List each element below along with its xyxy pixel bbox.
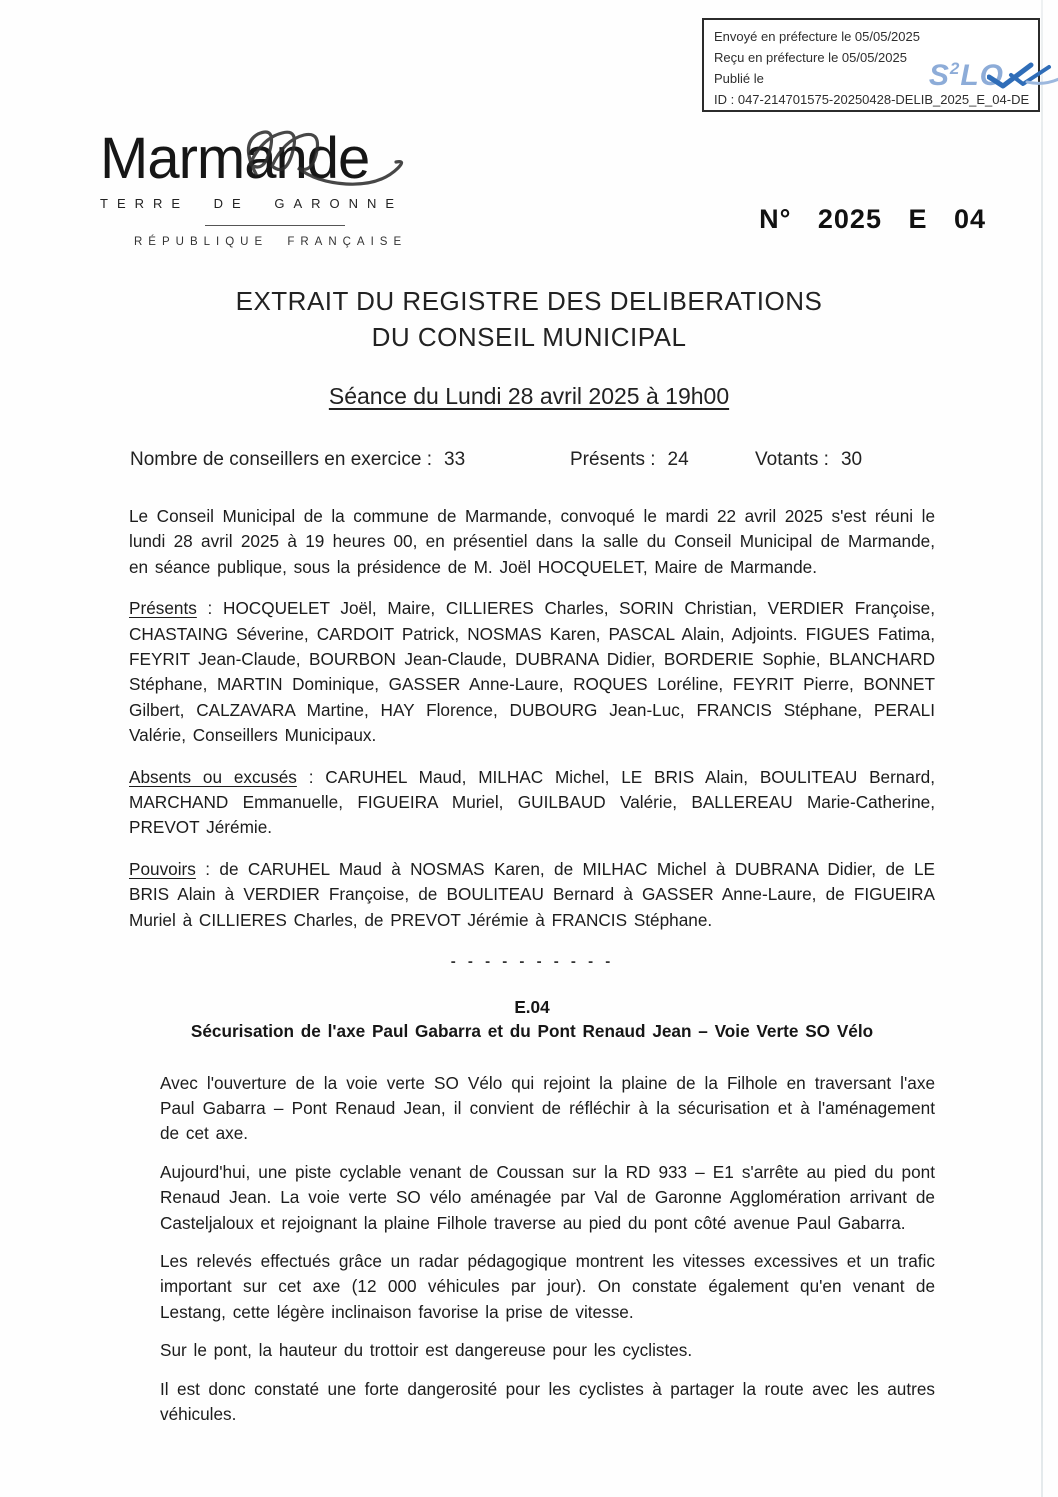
- s2lo-logo: [929, 54, 1004, 91]
- section-body: [129, 1071, 935, 1428]
- body-paragraph-4: Sur le pont, la hauteur du trottoir est dangereuse pour les cyclistes.: [160, 1340, 693, 1361]
- stat-votants: [755, 449, 862, 471]
- stat-exercice-label: Nombre de conseillers en exercice :: [130, 449, 433, 470]
- presents-paragraph: [129, 596, 935, 748]
- brand-divider: [205, 225, 345, 226]
- scan-edge-artifact: [1041, 0, 1043, 1497]
- stat-exercice: [130, 449, 465, 471]
- pouvoirs-label: Pouvoirs: [129, 858, 196, 879]
- intro-paragraph: Le Conseil Municipal de la commune de Marmande, convoqué le mardi 22 avril 2025 s'est réuni le lundi 28 avril 2025 à 19 heures 00, en présentiel dans la salle du Conseil Municipal de Marmande, en séance publique, sous la présidence de M. Joël HOCQUELET, Maire de Marmande.: [129, 506, 935, 577]
- city-tagline: TERRE DE GARONNE: [100, 196, 404, 211]
- session-date-text: Séance du Lundi 28 avril 2025 à 19h00: [328, 383, 730, 409]
- stat-presents-value: 24: [667, 449, 689, 470]
- absents-paragraph: [129, 765, 935, 841]
- stamp-sent-line: Envoyé en préfecture le 05/05/2025: [714, 29, 920, 44]
- bird-swoosh-icon: [987, 60, 1058, 92]
- republique-label: RÉPUBLIQUE FRANÇAISE: [134, 236, 408, 248]
- stat-presents: [570, 449, 689, 471]
- prefecture-stamp: [702, 18, 1040, 112]
- stat-votants-value: 30: [840, 449, 863, 470]
- presents-label: Présents: [129, 598, 197, 619]
- dashed-separator: - - - - - - - - - -: [450, 953, 614, 971]
- document-title: [64, 283, 994, 355]
- section-heading: [129, 995, 935, 1043]
- session-date: [64, 383, 994, 410]
- stat-exercice-value: 33: [444, 449, 466, 470]
- stat-votants-label: Votants :: [755, 449, 829, 470]
- city-wordmark-text: Marmande: [100, 126, 370, 191]
- body-paragraph-5: Il est donc constaté une forte dangerosité pour les cyclistes à partager la route avec les autres véhicules.: [160, 1378, 935, 1424]
- section-title: Sécurisation de l'axe Paul Gabarra et du Pont Renaud Jean – Voie Verte SO Vélo: [190, 1020, 874, 1041]
- city-wordmark: [100, 128, 430, 190]
- body-paragraph-2: Aujourd'hui, une piste cyclable venant de Coussan sur la RD 933 – E1 s'arrête au pied du pont Renaud Jean. La voie verte SO vélo aménagée par Val de Garonne Agglomération arrivant de Casteljaloux et rejoignant la plaine Filhole traverse au pied du pont côté avenue Paul Gabarra.: [160, 1161, 935, 1233]
- body-paragraph-3: Les relevés effectués grâce un radar pédagogique montrent les vitesses excessives et un trafic important sur cet axe (12 000 véhicules par jour). On constate également qu'en venant de Lestang, cette légère inclinaison favorise la prise de vitesse.: [160, 1250, 935, 1322]
- stamp-received-line: Reçu en préfecture le 05/05/2025: [714, 50, 907, 65]
- s2lo-logo-s: S: [928, 59, 950, 92]
- deliberation-number: N° 2025 E 04: [759, 204, 986, 234]
- pouvoirs-paragraph: [129, 857, 935, 933]
- s2lo-logo-sup: 2: [949, 59, 961, 78]
- absents-label: Absents ou excusés: [129, 766, 297, 787]
- document-title-line2: DU CONSEIL MUNICIPAL: [371, 322, 687, 352]
- pouvoirs-text: : de CARUHEL Maud à NOSMAS Karen, de MILHAC Michel à DUBRANA Didier, de LE BRIS Alain à VERDIER Françoise, de BOULITEAU Bernard à GASSER Anne-Laure, de FIGUEIRA Muriel à CILLIERES Charles, de PREVOT Jérémie à FRANCIS Stéphane.: [129, 858, 935, 930]
- document-title-line1: EXTRAIT DU REGISTRE DES DELIBERATIONS: [235, 286, 823, 316]
- absents-text: : CARUHEL Maud, MILHAC Michel, LE BRIS Alain, BOULITEAU Bernard, MARCHAND Emmanuelle, FIGUEIRA Muriel, GUILBAUD Valérie, BALLEREAU Marie-Catherine, PREVOT Jérémie.: [129, 766, 935, 838]
- document-body: [129, 504, 935, 1440]
- section-number: E.04: [514, 996, 550, 1017]
- body-paragraph-1: Avec l'ouverture de la voie verte SO Vélo qui rejoint la plaine de la Filhole en traversant l'axe Paul Gabarra – Pont Renaud Jean, il convient de réfléchir à la sécurisation et à l'aménagement de cet axe.: [160, 1072, 935, 1144]
- city-logo: [100, 128, 430, 248]
- stamp-id-line: ID : 047-214701575-20250428-DELIB_2025_E_04-DE: [714, 92, 1030, 107]
- council-stats: [130, 449, 940, 475]
- s2lo-logo-lo: LO: [960, 59, 1004, 92]
- presents-text: : HOCQUELET Joël, Maire, CILLIERES Charles, SORIN Christian, VERDIER Françoise, CHASTAING Séverine, CARDOIT Patrick, NOSMAS Karen, PASCAL Alain, Adjoints. FIGUES Fatima, FEYRIT Jean-Claude, BOURBON Jean-Claude, DUBRANA Didier, BORDERIE Sophie, BLANCHARD Stéphane, MARTIN Dominique, GASSER Anne-Laure, ROQUES Loréline, FEYRIT Pierre, BONNET Gilbert, CALZAVARA Martine, HAY Florence, DUBOURG Jean-Luc, FRANCIS Stéphane, PERALI Valérie, Conseillers Municipaux.: [129, 598, 935, 746]
- stamp-published-line: Publié le: [714, 71, 764, 86]
- stat-presents-label: Présents :: [570, 449, 656, 470]
